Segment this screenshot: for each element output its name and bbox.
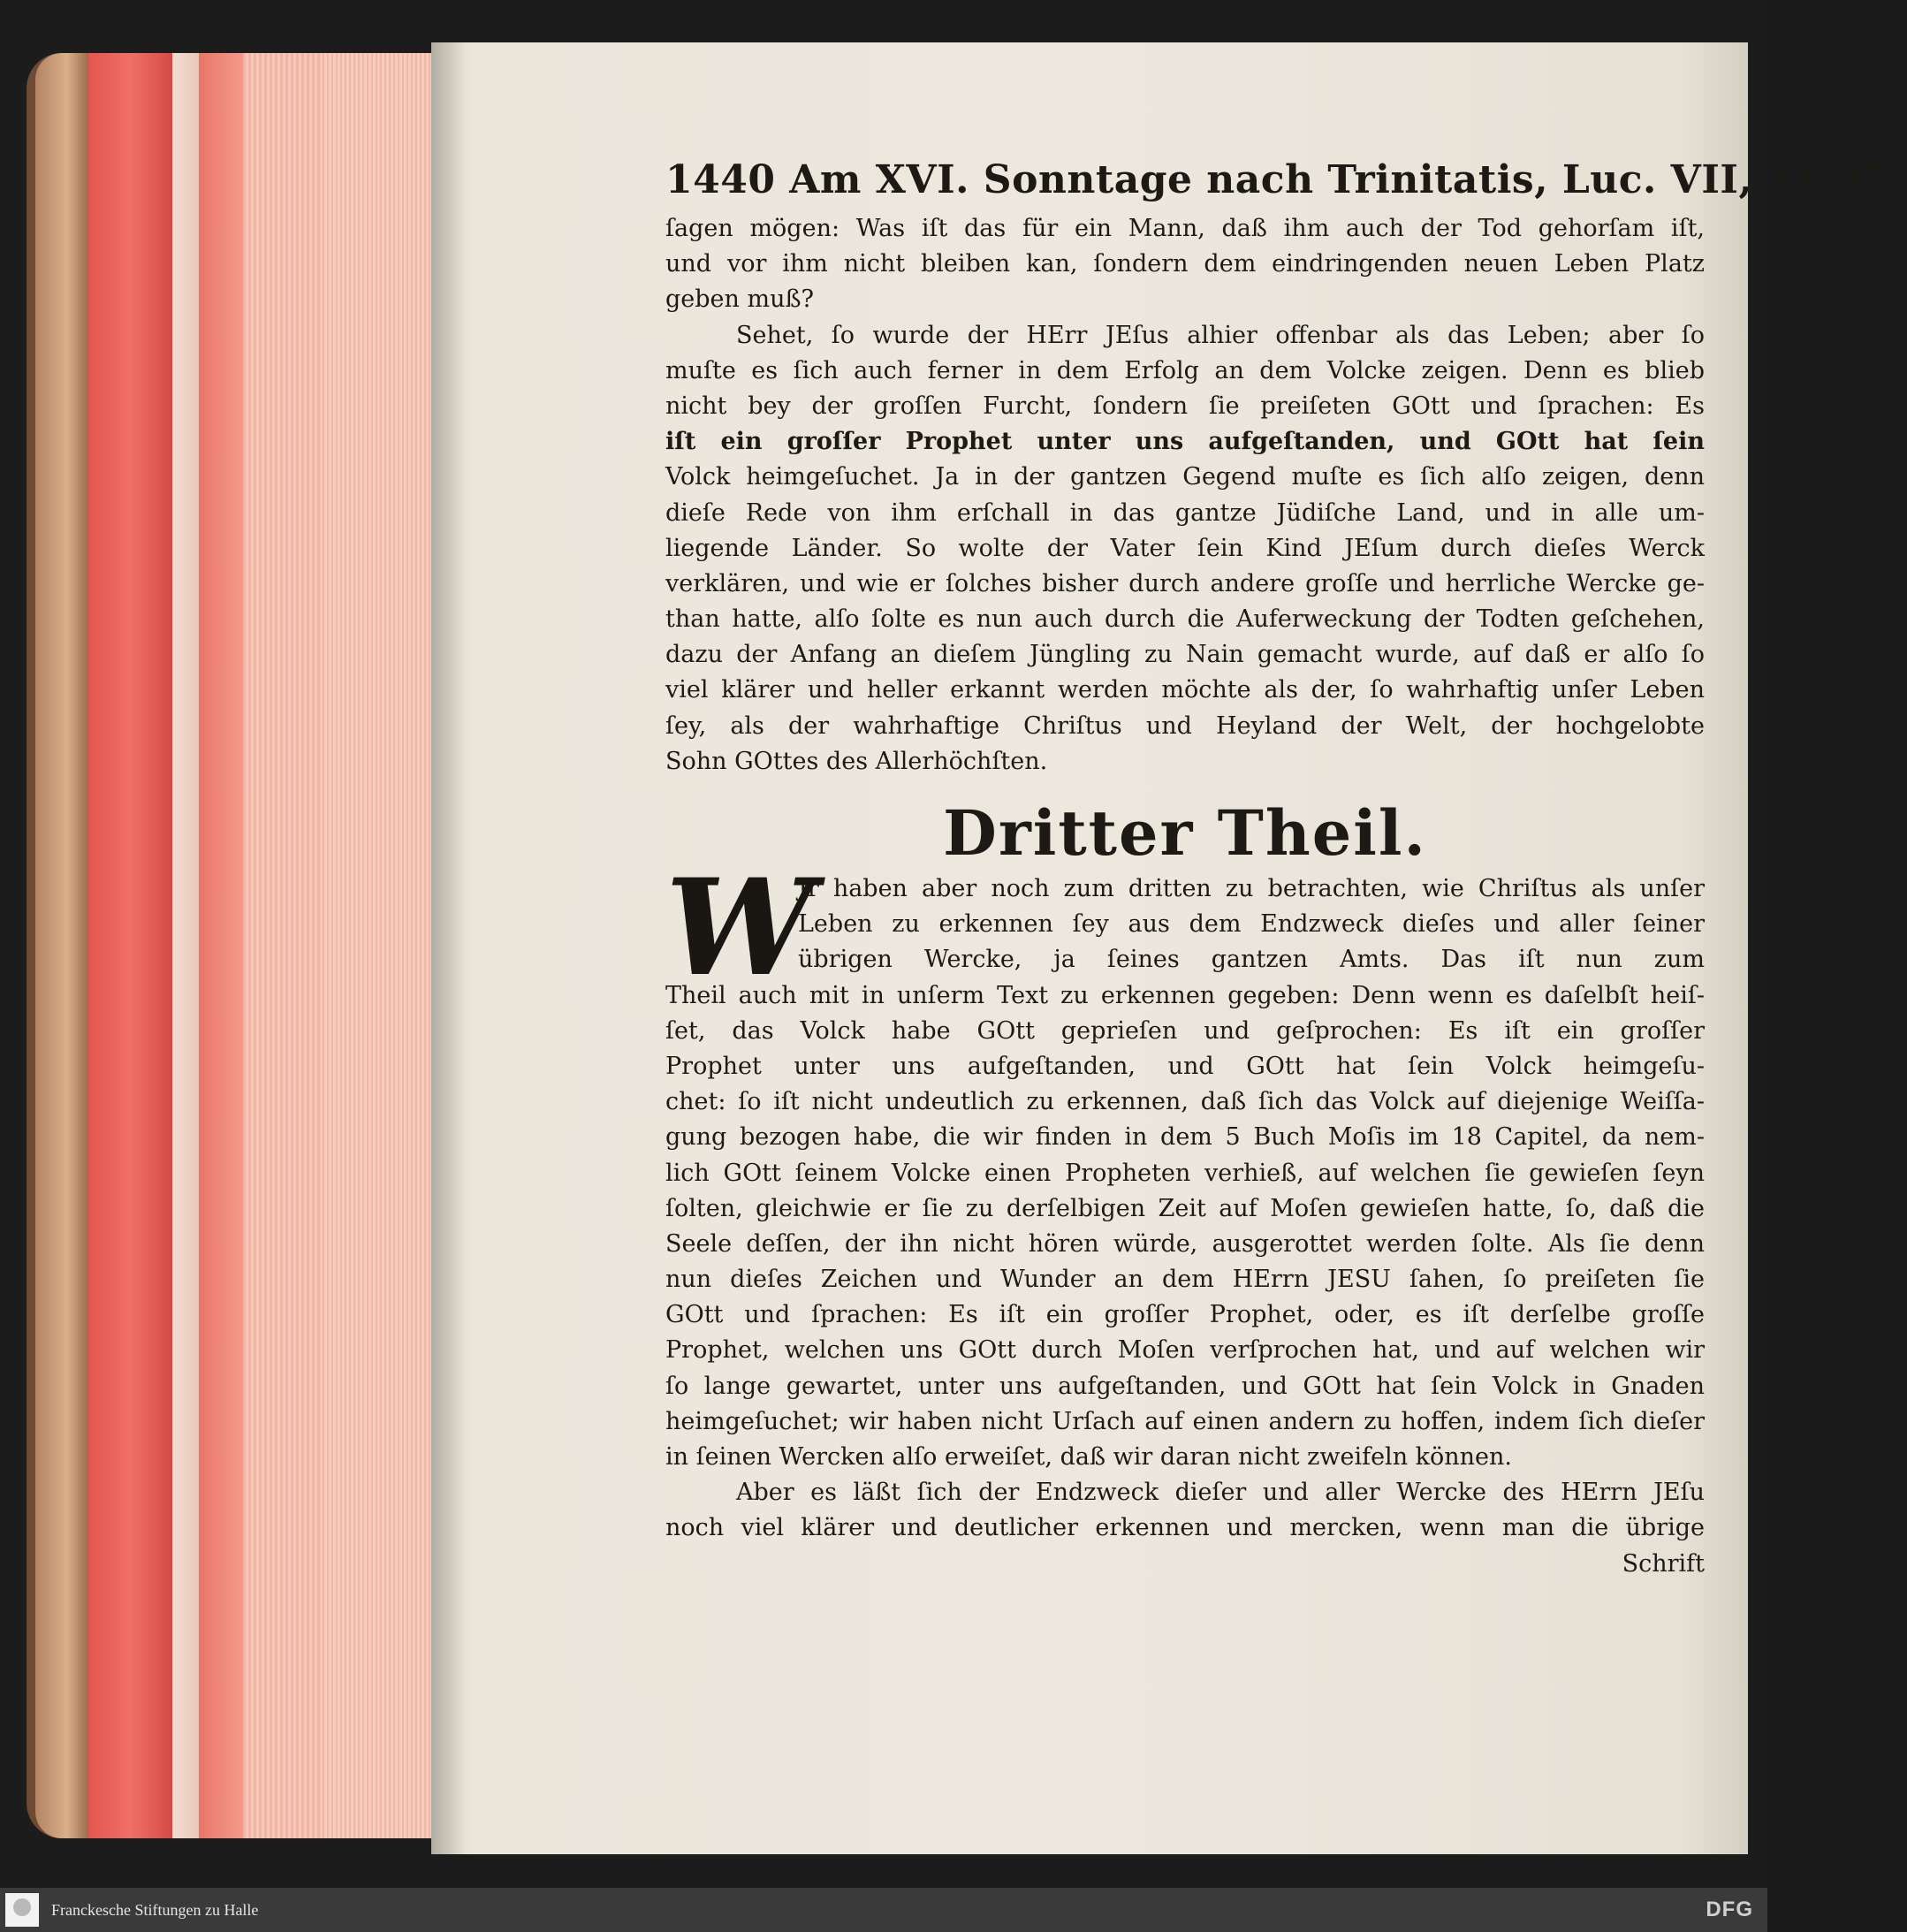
edge-band	[199, 53, 243, 1838]
dfg-logo: DFG	[1706, 1898, 1753, 1921]
paragraph-1	[665, 211, 1705, 318]
text-line: Sehet, ſo wurde der HErr JEſus alhier offenbar als das Leben; aber ſo	[736, 321, 1705, 349]
text-line: chet: ſo iſt nicht undeutlich zu erkennen, daß ſich das Volck auf diejenige Weiſſa-	[665, 1088, 1705, 1116]
text-line: nun dieſes Zeichen und Wunder an dem HErrn JESU ſahen, ſo preiſeten ſie	[665, 1266, 1705, 1294]
edge-band	[35, 53, 88, 1838]
text-line: GOtt und ſprachen: Es iſt ein groſſer Prophet, oder, es iſt derſelbe groſſe	[665, 1301, 1705, 1329]
page-text	[665, 157, 1907, 1582]
text-line: in ſeinen Wercken alſo erweiſet, daß wir daran nicht zweifeln können.	[665, 1443, 1513, 1471]
viewer-footer	[0, 1888, 1767, 1932]
text-line: dazu der Anfang an dieſem Jüngling zu Nain gemacht wurde, auf daß er alſo ſo	[665, 641, 1705, 669]
book-page	[431, 42, 1907, 1854]
text-line: ſet, das Volck habe GOtt geprieſen und geſprochen: Es iſt ein groſſer	[665, 1016, 1705, 1045]
text-line: übrigen Wercke, ja ſeines gantzen Amts. Das iſt nun zum	[798, 946, 1705, 974]
text-line: ſey, als der wahrhaftige Chriſtus und Heyland der Welt, der hochgelobte	[665, 711, 1705, 740]
running-head: 1440 Am XVI. Sonntage nach Trinitatis, Luc. VII, 11-17.	[665, 157, 1907, 202]
paragraph-3	[665, 850, 1705, 1475]
text-line: muſte es ſich auch ferner in dem Erfolg an dem Volcke zeigen. Denn es blieb	[665, 356, 1705, 384]
text-line: Jr haben aber noch zum dritten zu betrachten, wie Chriſtus als unſer	[798, 875, 1705, 902]
text-line: than hatte, alſo ſolte es nun auch durch die Auferweckung der Todten geſchehen,	[665, 605, 1705, 634]
paragraph-4	[665, 1475, 1705, 1582]
text-line: ſo lange gewartet, unter uns aufgeſtanden, und GOtt hat ſein Volck in Gnaden	[665, 1372, 1705, 1400]
text-line: und vor ihm nicht bleiben kan, ſondern dem eindringenden neuen Leben Platz	[665, 250, 1705, 278]
section-title: Dritter Theil.	[943, 796, 1427, 870]
text-line: gung bezogen habe, die wir finden in dem 5 Buch Moſis im 18 Capitel, da nem-	[665, 1123, 1705, 1152]
text-line: lich GOtt ſeinem Volcke einen Propheten verhieß, auf welchen ſie gewieſen ſeyn	[665, 1159, 1705, 1187]
text-line: ſagen mögen: Was iſt das für ein Mann, daß ihm auch der Tod gehorſam iſt,	[665, 215, 1705, 242]
text-line: Volck heimgeſuchet. Ja in der gantzen Gegend muſte es ſich alſo zeigen, denn	[665, 463, 1705, 491]
text-line: Prophet, welchen uns GOtt durch Moſen verſprochen hat, und auf welchen wir	[665, 1336, 1705, 1365]
text-line: iſt ein groſſer Prophet unter uns aufgeſtanden, und GOtt hat ſein	[665, 428, 1705, 456]
institution-name: Franckesche Stiftungen zu Halle	[51, 1901, 259, 1919]
institution-logo-icon	[5, 1893, 39, 1927]
drop-cap-initial: W	[665, 850, 815, 1006]
text-line: noch viel klärer und deutlicher erkennen und mercken, wenn man die übrige	[665, 1514, 1705, 1542]
text-line: geben muß?	[665, 285, 814, 314]
edge-band	[323, 53, 442, 1838]
edge-band	[88, 53, 172, 1838]
edge-band	[243, 53, 323, 1838]
text-line: heimgeſuchet; wir haben nicht Urſach auf einen andern zu hoffen, indem ſich dieſer	[665, 1407, 1705, 1435]
paragraph-2	[665, 318, 1705, 780]
text-line: Prophet unter uns aufgeſtanden, und GOtt hat ſein Volck heimgeſu-	[665, 1052, 1705, 1080]
text-line: liegende Länder. So wolte der Vater ſein Kind JEſum durch dieſes Werck	[665, 534, 1705, 562]
text-line: Leben zu erkennen ſey aus dem Endzweck dieſes und aller ſeiner	[798, 910, 1705, 939]
catchword: Schrift	[1622, 1549, 1705, 1578]
text-line: Aber es läßt ſich der Endzweck dieſer und aller Wercke des HErrn JEſu	[736, 1479, 1705, 1507]
text-line: viel klärer und heller erkannt werden möchte als der, ſo wahrhaftig unſer Leben	[665, 676, 1705, 704]
text-line: dieſe Rede von ihm erſchall in das gantze Jüdiſche Land, und in alle um-	[665, 498, 1705, 527]
text-line: Seele deſſen, der ihn nicht hören würde, ausgerottet werden ſolte. Als ſie denn	[665, 1229, 1705, 1258]
text-line: Theil auch mit in unſerm Text zu erkennen gegeben: Denn wenn es daſelbſt heiſ-	[665, 981, 1705, 1009]
text-line: nicht bey der groſſen Furcht, ſondern ſie preiſeten GOtt und ſprachen: Es	[665, 392, 1705, 420]
text-line: verklären, und wie er ſolches bisher durch andere groſſe und herrliche Wercke ge-	[665, 569, 1705, 597]
book-page-edges	[27, 53, 442, 1838]
edge-band	[172, 53, 199, 1838]
text-line: Sohn GOttes des Allerhöchſten.	[665, 747, 1048, 775]
text-line: ſolten, gleichwie er ſie zu derſelbigen Zeit auf Moſen gewieſen hatte, ſo, daß die	[665, 1194, 1705, 1222]
